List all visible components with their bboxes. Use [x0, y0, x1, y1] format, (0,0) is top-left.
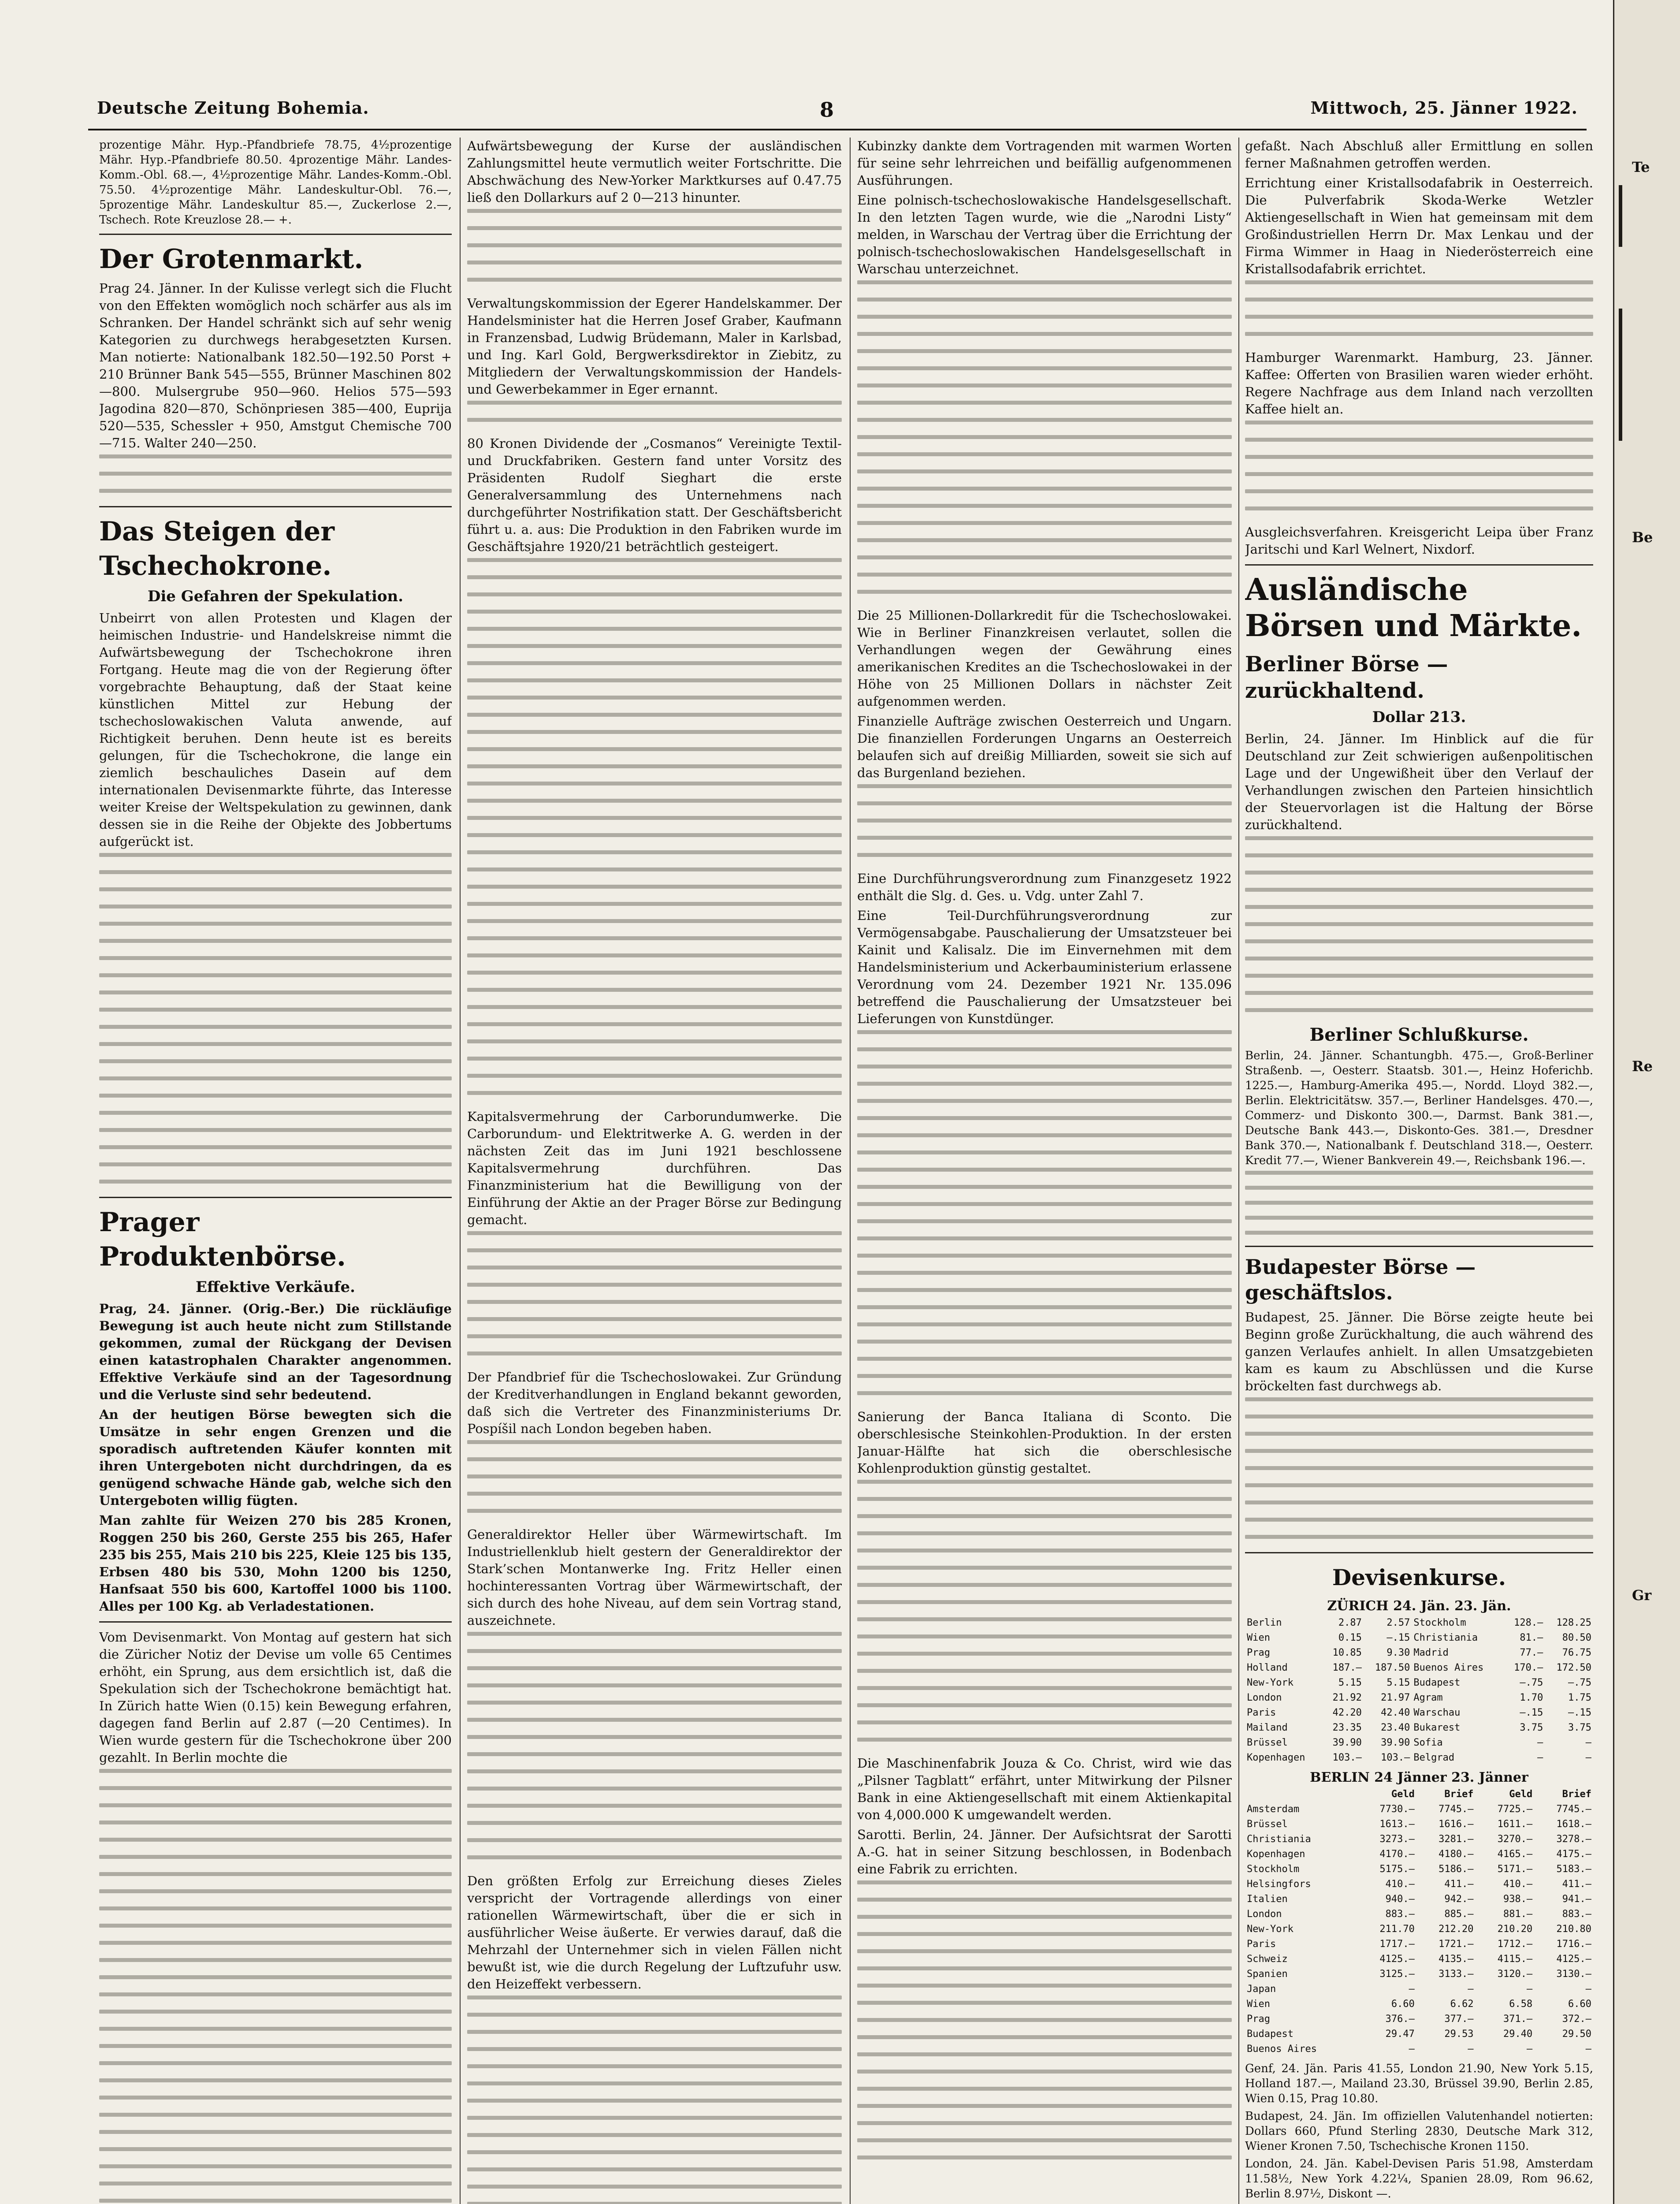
section-heading-budapester: Budapester Börse — geschäftslos. [1245, 1255, 1476, 1304]
table-cell: 942.— [1444, 1894, 1474, 1905]
article-text: Die 25 Millionen-Dollarkredit für die Tschechoslowakei. Wie in Berliner Finanzkreisen verlautet, sollen die Verhandlungen wegen der Gewährung eines amerikanischen Kredites an die Tschechoslowakei in der Höhe von 25 Millionen Dollars in nächster Zeit aufgenommen werden. [857, 608, 1232, 709]
section-rule [1245, 1246, 1593, 1247]
table-cell: 21.92 [1332, 1692, 1362, 1703]
table-row [1245, 1690, 1593, 1705]
article-text: Sarotti. Berlin, 24. Jänner. Der Aufsichtsrat der Sarotti A.-G. hat in seiner Sitzung beschlossen, in Bodenbach eine Fabrik zu errichten. [857, 1827, 1232, 1876]
article-text: Ausgleichsverfahren. Kreisgericht Leipa über Franz Jaritschi und Karl Welnert, Nixdorf. [1245, 525, 1593, 557]
table-cell: 5171.— [1497, 1864, 1533, 1875]
table-cell: —.15 [1568, 1707, 1591, 1718]
table-cell: 3278.— [1556, 1834, 1591, 1845]
table-row [1245, 1832, 1593, 1847]
table-cell: 5175.— [1379, 1864, 1415, 1875]
table-cell: 211.70 [1379, 1924, 1415, 1935]
table-column-header: Brief [1562, 1789, 1591, 1800]
table-cell: — [1468, 1984, 1474, 1995]
table-cell: 5.15 [1386, 1677, 1410, 1688]
table-cell: Kopenhagen [1247, 1849, 1305, 1860]
table-cell: 5186.— [1438, 1864, 1474, 1875]
table-cell: 4165.— [1497, 1849, 1533, 1860]
article-text: Finanzielle Aufträge zwischen Oesterreich und Ungarn. Die finanziellen Forderungen Ungarns an Oesterreich belaufen sich auf dreißig Milliarden, soweit sie sich auf das Burgenland beziehen. [857, 714, 1232, 780]
table-row [1245, 1877, 1593, 1892]
table-cell: 1721.— [1438, 1939, 1474, 1950]
section-rule [99, 1621, 452, 1623]
text-lines [857, 280, 1232, 594]
table-cell: 4125.— [1379, 1954, 1415, 1965]
table-cell: Prag [1247, 1647, 1270, 1658]
table-cell: 187.— [1332, 1662, 1362, 1673]
table-row [1245, 2027, 1593, 2042]
table-row [1245, 2012, 1593, 2027]
table-cell: 3125.— [1379, 1969, 1415, 1980]
text-lines [857, 1880, 1232, 2159]
header-rule [88, 129, 1587, 130]
article-text: Eine polnisch-tschechoslowakische Handelsgesellschaft. In den letzten Tagen wurde, wie die „Narodni Listy“ melden, in Warschau der Vertrag über die Errichtung der polnisch-tschechoslowakischen Handelsgesellschaft in Warschau unterzeichnet. [857, 193, 1232, 276]
article-text: An der heutigen Börse bewegten sich die Umsätze in sehr engen Grenzen und die sporadisch auftretenden Käufer konnten mit ihren Untergeboten nicht durchdringen, da es genügend schwache Hände gab, welche sich den Untergeboten willig fügten. [99, 1407, 452, 1508]
table-header: BERLIN 24 Jänner 23. Jänner [1310, 1770, 1528, 1785]
section-rule [1245, 564, 1593, 566]
table-cell: 7745.— [1556, 1804, 1591, 1815]
table-header: ZÜRICH 24. Jän. 23. Jän. [1327, 1598, 1511, 1614]
table-row [1245, 1750, 1593, 1765]
table-cell: 4175.— [1556, 1849, 1591, 1860]
table-cell: Wien [1247, 1999, 1270, 2010]
table-cell: 411.— [1562, 1879, 1591, 1890]
table-cell: 170.— [1514, 1662, 1543, 1673]
table-cell: 0.15 [1338, 1632, 1362, 1643]
table-cell: Belgrad [1413, 1752, 1455, 1763]
table-column-header [1245, 1787, 1357, 1802]
article-text: Eine Teil-Durchführungsverordnung zur Vermögensabgabe. Pauschalierung der Umsatzsteuer bei Kainit und Kalisalz. Die im Einvernehmen mit dem Handelsministerium und Ackerbauministerium erlassene Verordnung vom 24. Dezember 1921 Nr. 135.096 betreffend die Pauschalierung der Umsatzsteuer bei Lieferungen von Kunstdünger. [857, 908, 1232, 1026]
text-lines [467, 401, 842, 422]
table-cell: Stockholm [1413, 1617, 1466, 1628]
table-cell: 4125.— [1556, 1954, 1591, 1965]
column-1 [99, 138, 452, 2204]
article-text: Vom Devisenmarkt. Von Montag auf gestern hat sich die Züricher Notiz der Devise um volle 65 Centimes erhöht, ein Sprung, aus dem ersichtlich ist, daß die Spekulation sich der Tschechokrone bemächtigt hat. In Zürich hatte Wien (0.15) kein Bewegung erfahren, dagegen fand Berlin auf 2.87 (—20 Centimes). In Wien wurde gestern für die Tschechokrone über 200 gezahlt. In Berlin mochte die [99, 1630, 452, 1765]
table-cell: Spanien [1247, 1969, 1288, 1980]
table-cell: 6.60 [1391, 1999, 1415, 2010]
table-cell: 210.20 [1497, 1924, 1533, 1935]
article-text: Die Maschinenfabrik Jouza & Co. Christ, wird wie das „Pilsner Tagblatt“ erfährt, unter Mitwirkung der Pilsner Bank in eine Aktiengesellschaft mit einem Aktienkapital von 4,000.000 K umgewandelt werden. [857, 1756, 1232, 1822]
table-cell: 10.85 [1332, 1647, 1362, 1658]
table-cell: 128.25 [1556, 1617, 1591, 1628]
section-rule [99, 234, 452, 235]
article-text: Kapitalsvermehrung der Carborundumwerke. Die Carborundum- und Elektritwerke A. G. werden in der nächsten Zeit das im Juni 1921 beschlossene Kapitalsvermehrung durchführen. Das Finanzministerium hat die Bewilligung von der Einführung der Aktie an der Prager Börse zur Bedingung gemacht. [467, 1109, 842, 1227]
edge-rule [1619, 185, 1622, 247]
table-cell: 212.20 [1438, 1924, 1474, 1935]
table-cell: Madrid [1413, 1647, 1449, 1658]
text-lines [1245, 836, 1593, 1012]
table-row [1245, 1862, 1593, 1877]
table-cell: 29.50 [1562, 2029, 1591, 2040]
table-cell: 5183.— [1556, 1864, 1591, 1875]
table-row [1245, 1646, 1593, 1660]
page-header [88, 98, 1587, 124]
article-text: Den größten Erfolg zur Erreichung dieses Zieles verspricht der Vortragende allerdings von einer rationellen Wärmewirtschaft, über die er sich in ausführlicher Weise äußerte. Er verwies darauf, daß die Mehrzahl der Unternehmer sich in vielen Fällen nicht bewußt ist, wie die durch Regelung der Luftzufuhr usw. den Heizeffekt verbessern. [467, 1873, 842, 1992]
table-cell: 1611.— [1497, 1819, 1533, 1830]
article-text: Unbeirrt von allen Protesten und Klagen der heimischen Industrie- und Handelskreise nimmt die Aufwärtsbewegung der Tschechokrone ihren Fortgang. Heute mag die von der Regierung öfter vorgebrachte Behauptung, daß der Staat keine künstlichen Mittel zur Hebung der tschechoslowakischen Valuta anwende, auf Richtigkeit beruhen. Denn heute ist es bereits gelungen, für die Tschechokrone, die lange ein ziemlich beschauliches Dasein auf dem internationalen Devisenmarkte führte, das Interesse weiter Kreise der Weltspekulation zu gewinnen, dank dessen sie in die Reihe der Objekte des Jobbertums aufgerückt ist. [99, 611, 452, 849]
table-row [1245, 1907, 1593, 1922]
table-cell: Sofia [1413, 1737, 1443, 1748]
zurich-table [1245, 1616, 1593, 1765]
table-cell: Buenos Aires [1247, 2044, 1317, 2055]
text-lines [467, 1231, 842, 1355]
table-cell: 1613.— [1379, 1819, 1415, 1830]
table-cell: 2.87 [1338, 1617, 1362, 1628]
table-cell: London [1247, 1692, 1282, 1703]
table-cell: 81.— [1520, 1632, 1543, 1643]
column-4 [1245, 138, 1593, 2204]
article-text: Aufwärtsbewegung der Kurse der ausländischen Zahlungsmittel heute vermutlich weiter Fortschritte. Die Abschwächung des New-Yorker Marktkurses auf 0.47.75 ließ den Dollarkurs auf 2 0—213 hinunter. [467, 138, 842, 205]
table-cell: 881.— [1503, 1909, 1533, 1920]
table-row [1245, 1802, 1593, 1817]
table-row [1245, 1660, 1593, 1675]
table-row [1245, 1952, 1593, 1967]
table-cell: 2.57 [1386, 1617, 1410, 1628]
table-cell: 6.60 [1568, 1999, 1591, 2010]
table-cell: Agram [1413, 1692, 1443, 1703]
section-subheading: Die Gefahren der Spekulation. [147, 588, 404, 605]
table-row [1245, 1892, 1593, 1907]
section-subheading: Effektive Verkäufe. [195, 1278, 356, 1296]
table-row [1245, 1720, 1593, 1735]
newspaper-title: Deutsche Zeitung Bohemia. [97, 98, 369, 118]
table-cell: Amsterdam [1247, 1804, 1300, 1815]
table-cell: Helsingfors [1247, 1879, 1311, 1890]
table-row [1245, 1937, 1593, 1952]
table-cell: 80.50 [1562, 1632, 1591, 1643]
article-text: Eine Durchführungsverordnung zum Finanzgesetz 1922 enthält die Slg. d. Ges. u. Vdg. unter Zahl 7. [857, 871, 1232, 903]
edge-text: Gr [1632, 1587, 1652, 1604]
table-cell: 1.75 [1568, 1692, 1591, 1703]
table-cell: 21.97 [1381, 1692, 1410, 1703]
table-cell: 210.80 [1556, 1924, 1591, 1935]
text-lines [467, 558, 842, 1095]
edge-text: Be [1632, 529, 1653, 546]
table-cell: 7725.— [1497, 1804, 1533, 1815]
column-3 [857, 138, 1232, 2204]
article-text: Prag 24. Jänner. In der Kulisse verlegt sich die Flucht von den Effekten womöglich noch schärfer aus als im Schranken. Der Handel schränkt sich auf sehr wenig Kategorien zu durchwegs herabgesetzten Kursen. Man notierte: Nationalbank 182.50—192.50 Porst + 210 Brünner Bank 545—555, Brünner Maschinen 802—800. Mulsergrube 950—960. Helios 575—593 Jagodina 820—870, Schönpriesen 385—400, Euprija 520—535, Schessler + 950, Amstgut Chemische 700—715. Walter 240—250. [99, 281, 452, 450]
table-cell: 29.53 [1444, 2029, 1474, 2040]
table-cell: New-York [1247, 1677, 1293, 1688]
table-cell: Wien [1247, 1632, 1270, 1643]
table-cell: 7745.— [1438, 1804, 1474, 1815]
article-text: Verwaltungskommission der Egerer Handelskammer. Der Handelsminister hat die Herren Josef Graber, Kaufmann in Franzensbad, Ludwig Brüdemann, Maler in Karlsbad, und Ing. Karl Gold, Bergwerksdirektor in Ziebitz, zu Mitgliedern der Verwaltungskommission der Handels- und Gewerbekammer in Eger ernannt. [467, 296, 842, 397]
section-heading-schlusskurse: Berliner Schlußkurse. [1309, 1024, 1529, 1045]
table-cell: 7730.— [1379, 1804, 1415, 1815]
table-cell: 1712.— [1497, 1939, 1533, 1950]
berlin-table [1245, 1787, 1593, 2057]
column-divider [850, 138, 851, 2204]
article-text: Generaldirektor Heller über Wärmewirtschaft. Im Industriellenklub hielt gestern der Generaldirektor der Stark’schen Montanwerke Ing. Fritz Heller einen hochinteressanten Vortrag über Wärmewirtschaft, der sich durch des hohe Niveau, auf dem sein Vortrag stand, auszeichnete. [467, 1527, 842, 1628]
table-cell: 1616.— [1438, 1819, 1474, 1830]
table-row [1245, 1705, 1593, 1720]
table-row [1245, 1616, 1593, 1631]
table-cell: 885.— [1444, 1909, 1474, 1920]
table-cell: Bukarest [1413, 1722, 1461, 1733]
table-cell: 39.90 [1332, 1737, 1362, 1748]
table-cell: Prag [1247, 2014, 1270, 2025]
table-cell: Warschau [1413, 1707, 1461, 1718]
table-cell: 23.40 [1381, 1722, 1410, 1733]
table-cell: 29.40 [1503, 2029, 1533, 2040]
table-cell: 940.— [1385, 1894, 1415, 1905]
table-cell: — [1585, 1984, 1591, 1995]
text-lines [99, 454, 452, 493]
article-text: Budapest, 24. Jän. Im offiziellen Valutenhandel notierten: Dollars 660, Pfund Sterling 2830, Deutsche Mark 312, Wiener Kronen 7.50, Tschechische Kronen 1150. [1245, 2110, 1593, 2153]
article-text: Budapest, 25. Jänner. Die Börse zeigte heute bei Beginn große Zurückhaltung, die auch während des ganzen Verlaufes anhielt. In allen Umsatzgebieten kam es kaum zu Abschlüssen und die Kurse bröckelten fast durchwegs ab. [1245, 1310, 1593, 1393]
table-cell: —.15 [1520, 1707, 1543, 1718]
table-cell: 1717.— [1379, 1939, 1415, 1950]
table-cell: Brüssel [1247, 1819, 1288, 1830]
table-cell: —.75 [1568, 1677, 1591, 1688]
text-lines [99, 1769, 452, 2203]
text-lines [1245, 1171, 1593, 1235]
table-cell: Holland [1247, 1662, 1288, 1673]
table-cell: — [1527, 2044, 1533, 2055]
table-cell: Japan [1247, 1984, 1276, 1995]
table-cell: 3.75 [1520, 1722, 1543, 1733]
table-cell: — [1537, 1752, 1543, 1763]
edge-text: Re [1632, 1058, 1653, 1075]
table-cell: Mailand [1247, 1722, 1288, 1733]
table-cell: — [1468, 2044, 1474, 2055]
table-cell: Paris [1247, 1707, 1276, 1718]
text-lines [857, 1030, 1232, 1395]
table-column-header: Geld [1509, 1789, 1533, 1800]
article-text: Hamburger Warenmarkt. Hamburg, 23. Jänner. Kaffee: Offerten von Brasilien waren wieder erhöht. Regere Nachfrage aus dem Inland nach verzollten Kaffee hielt an. [1245, 350, 1593, 417]
table-cell: 883.— [1562, 1909, 1591, 1920]
text-lines [467, 1440, 842, 1513]
table-cell: 4170.— [1379, 1849, 1415, 1860]
table-cell: Budapest [1413, 1677, 1461, 1688]
article-text: Der Pfandbrief für die Tschechoslowakei. Zur Gründung der Kreditverhandlungen in England bekannt geworden, daß sich die Vertreter des Finanzministeriums Dr. Pospíšil nach London begeben haben. [467, 1370, 842, 1436]
text-lines [1245, 280, 1593, 336]
table-cell: 39.90 [1381, 1737, 1410, 1748]
table-row [1245, 1847, 1593, 1862]
table-cell: 411.— [1444, 1879, 1474, 1890]
section-rule [99, 1197, 452, 1198]
column-2 [467, 138, 842, 2204]
table-cell: Kopenhagen [1247, 1752, 1305, 1763]
table-cell: Paris [1247, 1939, 1276, 1950]
table-cell: 9.30 [1386, 1647, 1410, 1658]
table-cell: 371.— [1503, 2014, 1533, 2025]
table-cell: —.15 [1386, 1632, 1410, 1643]
table-row [1245, 1982, 1593, 1997]
table-cell: 3120.— [1497, 1969, 1533, 1980]
table-cell: Buenos Aires [1413, 1662, 1484, 1673]
table-cell: — [1585, 1752, 1591, 1763]
table-cell: 6.62 [1450, 1999, 1474, 2010]
table-row [1245, 1997, 1593, 2012]
table-cell: Italien [1247, 1894, 1288, 1905]
table-cell: 883.— [1385, 1909, 1415, 1920]
table-cell: 941.— [1562, 1894, 1591, 1905]
table-row [1245, 1817, 1593, 1832]
table-cell: 103.— [1332, 1752, 1362, 1763]
table-row [1245, 2042, 1593, 2057]
article-text: Berlin, 24. Jänner. Schantungbh. 475.—, Groß-Berliner Straßenb. —, Oesterr. Staatsb. 301.—, Heinz Hoferichb. 1225.—, Hamburg-Amerika 495.—, Nordd. Lloyd 382.—, Berlin. Elektricitätsw. 357.—, Berliner Handelsges. 470.—, Commerz- und Diskonto 300.—, Darmst. Bank 381.—, Deutsche Bank 443.—, Diskonto-Ges. 381.—, Dresdner Bank 370.—, Nationalbank f. Deutschland 318.—, Oesterr. Kredit 77.—, Wiener Bankverein 49.—, Reichsbank 196.—. [1245, 1049, 1593, 1167]
table-cell: Christiania [1413, 1632, 1478, 1643]
table-cell: 3133.— [1438, 1969, 1474, 1980]
article-text: Prag, 24. Jänner. (Orig.-Ber.) Die rückläufige Bewegung ist auch heute nicht zum Stillstande gekommen, zumal der Rückgang der Devisen einen katastrophalen Charakter angenommen. Effektive Verkäufe sind an der Tagesordnung und die Verluste sind sehr bedeutend. [99, 1301, 452, 1402]
section-heading-steigen: Das Steigen der Tschechokrone. [99, 516, 335, 581]
text-lines [857, 1480, 1232, 1742]
table-cell: 172.50 [1556, 1662, 1591, 1673]
table-cell: 77.— [1520, 1647, 1543, 1658]
table-cell: — [1585, 2044, 1591, 2055]
table-cell: 187.50 [1375, 1662, 1410, 1673]
section-rule [99, 506, 452, 507]
table-cell: Schweiz [1247, 1954, 1288, 1965]
table-cell: 3273.— [1379, 1834, 1415, 1845]
text-lines [1245, 1397, 1593, 1539]
article-text: gefaßt. Nach Abschluß aller Ermittlung en sollen ferner Maßnahmen getroffen werden. [1245, 138, 1593, 171]
table-cell: 3281.— [1438, 1834, 1474, 1845]
table-cell: — [1409, 1984, 1415, 1995]
column-divider [1238, 138, 1239, 2204]
table-cell: Christiania [1247, 1834, 1311, 1845]
table-cell: 42.20 [1332, 1707, 1362, 1718]
table-cell: 4180.— [1438, 1849, 1474, 1860]
table-cell: 1.70 [1520, 1692, 1543, 1703]
table-cell: 103.— [1381, 1752, 1410, 1763]
table-cell: 938.— [1503, 1894, 1533, 1905]
table-cell: 76.75 [1562, 1647, 1591, 1658]
section-subheading: Dollar 213. [1372, 708, 1466, 726]
table-cell: 6.58 [1509, 1999, 1533, 2010]
table-cell: 1716.— [1556, 1939, 1591, 1950]
table-cell: 4115.— [1497, 1954, 1533, 1965]
adjacent-page-edge [1613, 0, 1680, 2204]
text-lines [99, 853, 452, 1184]
edge-rule [1619, 309, 1622, 441]
text-lines [857, 784, 1232, 857]
table-cell: 410.— [1385, 1879, 1415, 1890]
article-text: 80 Kronen Dividende der „Cosmanos“ Vereinigte Textil- und Druckfabriken. Gestern fand unter Vorsitz des Präsidenten Rudolf Sieghart die erste Generalversammlung des Unternehmens nach durchgeführter Nostrifikation statt. Der Geschäftsbericht führt u. a. aus: Die Produktion in den Fabriken wurde im Geschäftsjahre 1920/21 beträchtlich gesteigert. [467, 436, 842, 554]
table-cell: 29.47 [1385, 2029, 1415, 2040]
section-heading-devisenkurse: Devisenkurse. [1332, 1564, 1506, 1590]
table-cell: Berlin [1247, 1617, 1282, 1628]
table-cell: 376.— [1385, 2014, 1415, 2025]
table-cell: 3.75 [1568, 1722, 1591, 1733]
table-cell: 128.— [1514, 1617, 1543, 1628]
table-cell: 23.35 [1332, 1722, 1362, 1733]
article-text: Berlin, 24. Jänner. Im Hinblick auf die für Deutschland zur Zeit schwierigen außenpolitischen Lage und der Ungewißheit über den Verlauf der Verhandlungen zwischen den Parteien hinsichtlich der Steuervorlagen ist die Haltung der Börse zurückhaltend. [1245, 731, 1593, 832]
section-rule [1245, 1552, 1593, 1553]
text-lines [467, 209, 842, 282]
article-text: Man zahlte für Weizen 270 bis 285 Kronen, Roggen 250 bis 260, Gerste 255 bis 265, Hafer 235 bis 255, Mais 210 bis 225, Kleie 125 bis 135, Erbsen 480 bis 530, Mohn 1200 bis 1250, Hanfsaat 550 bis 600, Kartoffel 1000 bis 1100. Alles per 100 Kg. ab Verladestationen. [99, 1513, 452, 1614]
table-column-header: Geld [1391, 1789, 1415, 1800]
section-heading-prager: Prager Produktenbörse. [99, 1207, 346, 1272]
section-heading-berliner-boerse: Berliner Börse — zurückhaltend. [1245, 652, 1448, 703]
table-cell: — [1537, 1737, 1543, 1748]
table-cell: 3270.— [1497, 1834, 1533, 1845]
article-text: Sanierung der Banca Italiana di Sconto. Die oberschlesische Steinkohlen-Produktion. In der ersten Januar-Hälfte hat sich die oberschlesische Kohlenproduktion günstig gestaltet. [857, 1409, 1232, 1476]
table-cell: Brüssel [1247, 1737, 1288, 1748]
table-row [1245, 1967, 1593, 1982]
bond-quotes: prozentige Mähr. Hyp.-Pfandbriefe 78.75, 4½prozentige Mähr. Hyp.-Pfandbriefe 80.50. 4prozentige Mähr. Landes-Komm.-Obl. 68.—, 4½prozentige Mähr. Landes-Komm.-Obl. 75.50. 4½prozentige Mähr. Landeskultur-Obl. 76.—, 5prozentige Mähr. Landeskultur 85.—, Zuckerlose 2.—, Tschech. Rote Kreuzlose 28.— +. [99, 138, 452, 227]
text-lines [467, 1996, 842, 2204]
table-cell: — [1409, 2044, 1415, 2055]
table-cell: 1618.— [1556, 1819, 1591, 1830]
table-row [1245, 1631, 1593, 1646]
issue-date: Mittwoch, 25. Jänner 1922. [1310, 98, 1578, 118]
table-cell: 372.— [1562, 2014, 1591, 2025]
text-lines [467, 1632, 842, 1859]
table-cell: 410.— [1503, 1879, 1533, 1890]
article-text: Errichtung einer Kristallsodafabrik in Oesterreich. Die Pulverfabrik Skoda-Werke Wetzler Aktiengesellschaft in Wien hat gemeinsam mit dem Großindustriellen Herrn Dr. Max Lenkau und der Firma Wimmer in Haag in Niederösterreich eine Kristallsodafabrik errichtet. [1245, 175, 1593, 276]
table-cell: 377.— [1444, 2014, 1474, 2025]
table-cell: — [1585, 1737, 1591, 1748]
table-cell: —.75 [1520, 1677, 1543, 1688]
article-text: London, 24. Jän. Kabel-Devisen Paris 51.98, Amsterdam 11.58½, New York 4.22¼, Spanien 28.09, Rom 96.62, Berlin 8.97½, Diskont —. [1245, 2157, 1593, 2200]
table-cell: — [1527, 1984, 1533, 1995]
table-cell: London [1247, 1909, 1282, 1920]
table-cell: Stockholm [1247, 1864, 1300, 1875]
page-number: 8 [820, 98, 835, 122]
column-divider [460, 138, 461, 2204]
edge-text: Te [1632, 159, 1650, 175]
section-heading-auslaendische: Ausländische Börsen und Märkte. [1245, 572, 1582, 644]
section-heading-grotenmarkt: Der Grotenmarkt. [99, 244, 364, 275]
table-cell: New-York [1247, 1924, 1293, 1935]
table-column-header: Brief [1444, 1789, 1474, 1800]
table-row [1245, 1922, 1593, 1937]
text-lines [1245, 421, 1593, 510]
article-text: Kubinzky dankte dem Vortragenden mit warmen Worten für seine sehr lehrreichen und beifällig aufgenommenen Ausführungen. [857, 138, 1232, 188]
table-row [1245, 1735, 1593, 1750]
table-cell: 3130.— [1556, 1969, 1591, 1980]
table-cell: 42.40 [1381, 1707, 1410, 1718]
table-cell: 4135.— [1438, 1954, 1474, 1965]
table-cell: 5.15 [1338, 1677, 1362, 1688]
article-text: Genf, 24. Jän. Paris 41.55, London 21.90, New York 5.15, Holland 187.—, Mailand 23.30, Brüssel 39.90, Berlin 2.85, Wien 0.15, Prag 10.80. [1245, 2062, 1593, 2105]
table-cell: Budapest [1247, 2029, 1293, 2040]
table-row [1245, 1675, 1593, 1690]
